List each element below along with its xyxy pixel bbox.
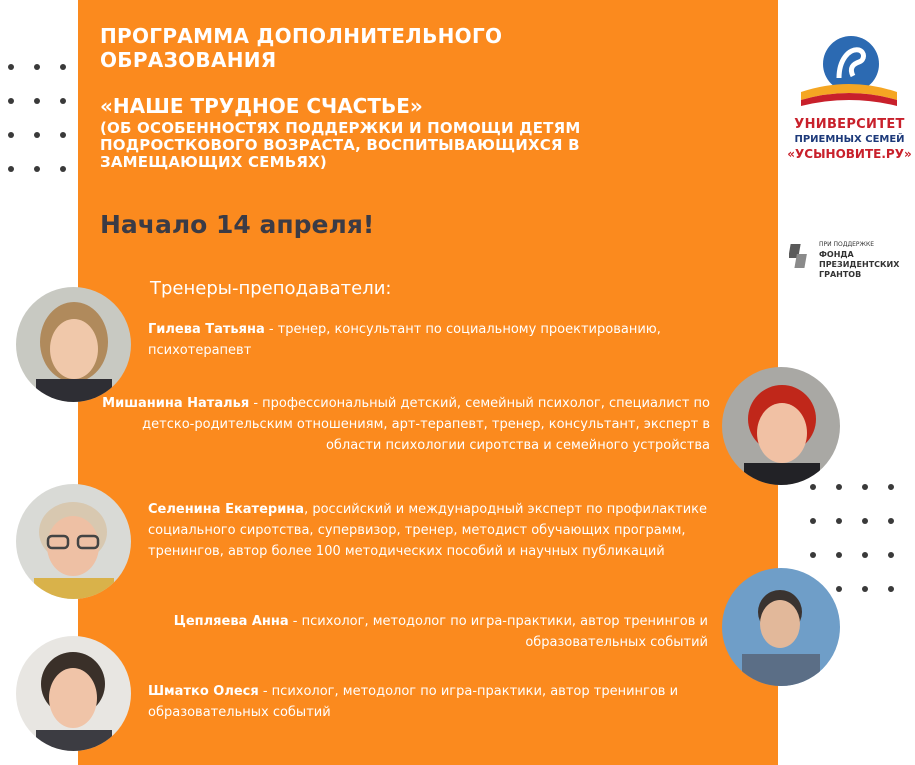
- decorative-dots-left: [0, 60, 80, 180]
- logo-line1: УНИВЕРСИТЕТ: [794, 117, 905, 132]
- trainer-bio-shmatko: [148, 681, 708, 723]
- trainer-name: Мишанина Наталья: [102, 396, 250, 411]
- logo-line3: «УСЫНОВИТЕ.РУ»: [787, 147, 912, 161]
- logo-line2: ПРИЕМНЫХ СЕМЕЙ: [794, 134, 905, 145]
- trainer-photo-gileva: [16, 287, 131, 402]
- trainer-desc: , российский и международный эксперт по профилактике социального сиротства, супервизор, тренер, методист обучающих программ, тренингов, автор более 100 методических пособий и научных публикаций: [148, 502, 707, 559]
- trainer-name: Селенина Екатерина: [148, 502, 305, 517]
- swan-book-icon: [787, 30, 912, 112]
- trainer-photo-mishanina: [722, 367, 840, 485]
- grant-line3: ГРАНТОВ: [819, 270, 862, 279]
- trainer-desc: - психолог, методолог по игра-практики, автор тренингов и образовательных событий: [148, 684, 679, 720]
- trainer-name: Цепляева Анна: [173, 614, 289, 629]
- trainer-bio-tseplyaeva: [140, 611, 708, 653]
- university-logo: [787, 30, 912, 161]
- grant-fund-icon: [789, 242, 815, 272]
- program-title: ПРОГРАММА ДОПОЛНИТЕЛЬНОГО ОБРАЗОВАНИЯ: [100, 24, 503, 72]
- trainer-name: Шматко Олеся: [148, 684, 259, 699]
- start-date-text: Начало 14 апреля!: [100, 210, 375, 239]
- trainer-photo-shmatko: [16, 636, 131, 751]
- trainer-bio-selenina: [148, 499, 763, 562]
- grant-fund-logo: [789, 240, 909, 280]
- grant-small-text: ПРИ ПОДДЕРЖКЕ: [819, 241, 875, 248]
- grant-line2: ПРЕЗИДЕНТСКИХ: [819, 260, 900, 269]
- trainer-name: Гилева Татьяна: [148, 322, 265, 337]
- trainer-bio-mishanina: [100, 393, 710, 456]
- trainer-bio-gileva: [148, 319, 708, 361]
- trainer-desc: - тренер, консультант по социальному проектированию, психотерапевт: [148, 322, 661, 358]
- trainer-photo-tseplyaeva: [722, 568, 840, 686]
- trainer-desc: - психолог, методолог по игра-практики, автор тренингов и образовательных событий: [288, 614, 708, 650]
- program-name: «НАШЕ ТРУДНОЕ СЧАСТЬЕ»: [100, 94, 423, 118]
- trainers-heading: Тренеры-преподаватели:: [150, 278, 392, 299]
- trainer-desc: - профессиональный детский, семейный психолог, специалист по детско-родительским отношениям, арт-терапевт, тренер, консультант, эксперт в области психологии сиротства и семейного устройства: [142, 396, 710, 453]
- trainer-photo-selenina: [16, 484, 131, 599]
- program-subtitle: (ОБ ОСОБЕННОСТЯХ ПОДДЕРЖКИ И ПОМОЩИ ДЕТЯМ ПОДРОСТКОВОГО ВОЗРАСТА, ВОСПИТЫВАЮЩИХСЯ В ЗАМЕЩАЮЩИХ СЕМЬЯХ): [100, 119, 581, 171]
- grant-line1: ФОНДА: [819, 250, 854, 259]
